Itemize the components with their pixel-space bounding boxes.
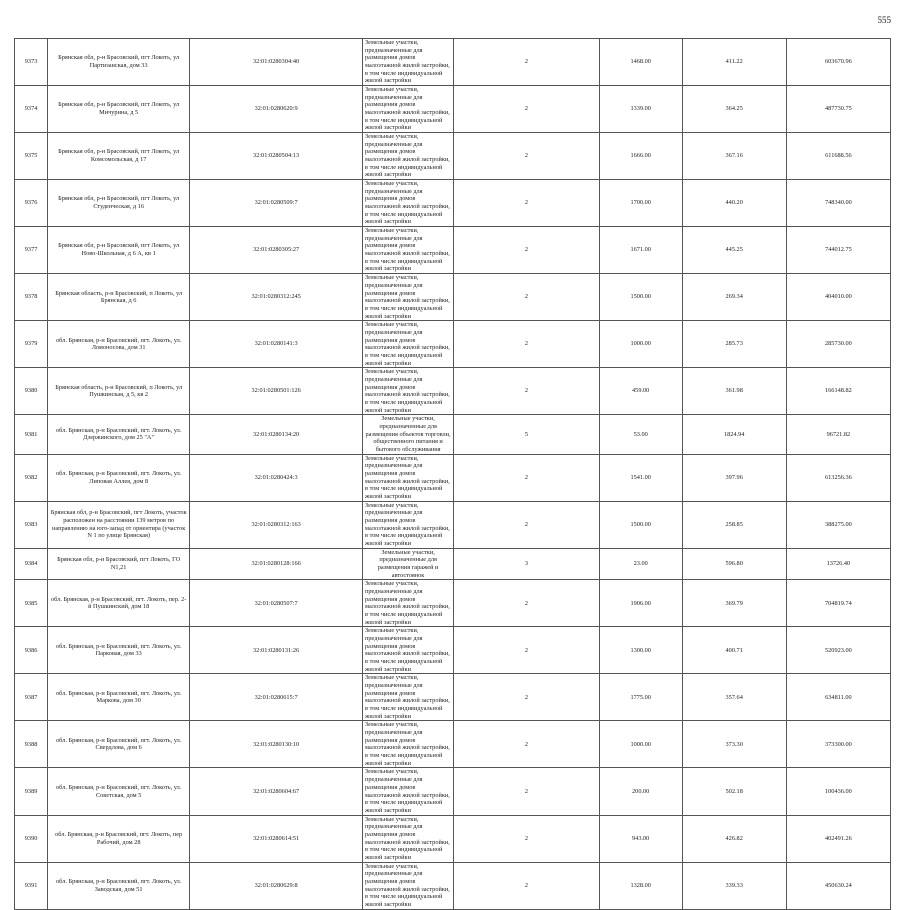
cadastral-number-cell: 32:01:0280312:245 — [190, 274, 363, 321]
area-cell: 943.00 — [599, 815, 682, 862]
specific-value-cell: 445.25 — [682, 227, 786, 274]
cadastral-value-cell: 603670.96 — [786, 39, 890, 86]
table-row — [15, 580, 891, 627]
cadastral-value-table — [14, 38, 891, 910]
use-code-cell: 2 — [454, 627, 600, 674]
cadastral-value-cell: 402491.26 — [786, 815, 890, 862]
land-use-cell: Земельные участки, предназначенные для размещения домов малоэтажной жилой застройки, в том числе индивидуальной жилой застройки — [363, 580, 454, 627]
row-number: 9375 — [15, 133, 48, 180]
use-code-cell: 5 — [454, 415, 600, 454]
cadastral-value-cell: 450630.24 — [786, 862, 890, 909]
table-row — [15, 368, 891, 415]
cadastral-number-cell: 32:01:0280130:10 — [190, 721, 363, 768]
specific-value-cell: 397.96 — [682, 454, 786, 501]
cadastral-number-cell: 32:01:0280614:51 — [190, 815, 363, 862]
use-code-cell: 2 — [454, 721, 600, 768]
specific-value-cell: 367.16 — [682, 133, 786, 180]
cadastral-number-cell: 32:01:0280604:67 — [190, 768, 363, 815]
land-use-cell: Земельные участки, предназначенные для размещения домов малоэтажной жилой застройки, в том числе индивидуальной жилой застройки — [363, 501, 454, 548]
cadastral-number-cell: 32:01:0280134:20 — [190, 415, 363, 454]
area-cell: 1700.00 — [599, 180, 682, 227]
cadastral-value-cell: 704819.74 — [786, 580, 890, 627]
row-number: 9373 — [15, 39, 48, 86]
use-code-cell: 2 — [454, 86, 600, 133]
row-number: 9376 — [15, 180, 48, 227]
area-cell: 1000.00 — [599, 721, 682, 768]
land-use-cell: Земельные участки, предназначенные для размещения домов малоэтажной жилой застройки, в том числе индивидуальной жилой застройки — [363, 768, 454, 815]
row-number: 9378 — [15, 274, 48, 321]
address-cell: Брянская обл, р-н Брасовский, пгт Локоть, ул Мичурина, д 5 — [48, 86, 190, 133]
row-number: 9379 — [15, 321, 48, 368]
address-cell: Брянская обл, р-н Брасовский, пгт Локоть, участок расположен на расстоянии 139 метров по направлению на юго-запад от ориентира (участок N 1 по улице Брянская) — [48, 501, 190, 548]
cadastral-number-cell: 32:01:0280424:3 — [190, 454, 363, 501]
table-row — [15, 768, 891, 815]
table-row — [15, 454, 891, 501]
use-code-cell: 2 — [454, 815, 600, 862]
address-cell: обл. Брянская, р-н Брасовский, пгт. Локоть, ул. Заводская, дом 51 — [48, 862, 190, 909]
cadastral-value-cell: 96721.82 — [786, 415, 890, 454]
address-cell: обл. Брянская, р-н Брасовский, пгт. Локоть, ул. Свердлова, дом 6 — [48, 721, 190, 768]
use-code-cell: 2 — [454, 768, 600, 815]
area-cell: 1000.00 — [599, 321, 682, 368]
table-row — [15, 39, 891, 86]
table-row — [15, 862, 891, 909]
use-code-cell: 3 — [454, 548, 600, 580]
land-use-cell: Земельные участки, предназначенные для размещения домов малоэтажной жилой застройки, в том числе индивидуальной жилой застройки — [363, 39, 454, 86]
address-cell: обл. Брянская, р-н Брасовский, пгт. Локоть, ул. Советская, дом 5 — [48, 768, 190, 815]
table-row — [15, 180, 891, 227]
land-use-cell: Земельные участки, предназначенные для размещения домов малоэтажной жилой застройки, в том числе индивидуальной жилой застройки — [363, 321, 454, 368]
use-code-cell: 2 — [454, 180, 600, 227]
area-cell: 1500.00 — [599, 501, 682, 548]
area-cell: 1328.00 — [599, 862, 682, 909]
land-use-cell: Земельные участки, предназначенные для размещения домов малоэтажной жилой застройки, в том числе индивидуальной жилой застройки — [363, 227, 454, 274]
cadastral-number-cell: 32:01:0280620:9 — [190, 86, 363, 133]
table-row — [15, 86, 891, 133]
area-cell: 1775.00 — [599, 674, 682, 721]
land-use-cell: Земельные участки, предназначенные для размещения домов малоэтажной жилой застройки, в том числе индивидуальной жилой застройки — [363, 86, 454, 133]
area-cell: 1339.00 — [599, 86, 682, 133]
land-use-cell: Земельные участки, предназначенные для размещения домов малоэтажной жилой застройки, в том числе индивидуальной жилой застройки — [363, 721, 454, 768]
land-use-cell: Земельные участки, предназначенные для размещения домов малоэтажной жилой застройки, в том числе индивидуальной жилой застройки — [363, 180, 454, 227]
specific-value-cell: 364.25 — [682, 86, 786, 133]
address-cell: обл. Брянская, р-н Брасовский, пгт. Локоть, ул. Липовая Аллея, дом 8 — [48, 454, 190, 501]
table-row — [15, 415, 891, 454]
area-cell: 200.00 — [599, 768, 682, 815]
cadastral-value-cell: 611688.56 — [786, 133, 890, 180]
specific-value-cell: 440.20 — [682, 180, 786, 227]
use-code-cell: 2 — [454, 39, 600, 86]
table-row — [15, 321, 891, 368]
row-number: 9390 — [15, 815, 48, 862]
cadastral-number-cell: 32:01:0280305:27 — [190, 227, 363, 274]
cadastral-number-cell: 32:01:0280629:8 — [190, 862, 363, 909]
table-body — [15, 39, 891, 910]
cadastral-number-cell: 32:01:0280131:26 — [190, 627, 363, 674]
specific-value-cell: 400.71 — [682, 627, 786, 674]
area-cell: 459.00 — [599, 368, 682, 415]
area-cell: 1666.00 — [599, 133, 682, 180]
specific-value-cell: 369.79 — [682, 580, 786, 627]
land-use-cell: Земельные участки, предназначенные для размещения домов малоэтажной жилой застройки, в том числе индивидуальной жилой застройки — [363, 274, 454, 321]
area-cell: 1906.00 — [599, 580, 682, 627]
address-cell: обл. Брянская, р-н Брасовский, пгт. Локоть, пер. 2-й Пушкинский, дом 18 — [48, 580, 190, 627]
area-cell: 1500.00 — [599, 274, 682, 321]
cadastral-number-cell: 32:01:0280504:13 — [190, 133, 363, 180]
use-code-cell: 2 — [454, 368, 600, 415]
cadastral-value-cell: 520923.00 — [786, 627, 890, 674]
specific-value-cell: 502.18 — [682, 768, 786, 815]
cadastral-value-cell: 285730.00 — [786, 321, 890, 368]
use-code-cell: 2 — [454, 674, 600, 721]
address-cell: Брянская обл, р-н Брасовский, пгт Локоть, ул Партизанская, дом 33 — [48, 39, 190, 86]
specific-value-cell: 373.30 — [682, 721, 786, 768]
specific-value-cell: 357.64 — [682, 674, 786, 721]
address-cell: Брянская обл, р-н Брасовский, пгт Локоть, ул Ново-Школьная, д 6 А, кв 1 — [48, 227, 190, 274]
address-cell: Брянская обл, р-н Брасовский, пгт Локоть, ул Комсомольская, д 17 — [48, 133, 190, 180]
row-number: 9384 — [15, 548, 48, 580]
address-cell: обл. Брянская, р-н Брасовский, пгт. Локоть, ул. Ломоносова, дом 31 — [48, 321, 190, 368]
row-number: 9389 — [15, 768, 48, 815]
table-row — [15, 721, 891, 768]
area-cell: 1671.00 — [599, 227, 682, 274]
row-number: 9383 — [15, 501, 48, 548]
land-use-cell: Земельные участки, предназначенные для размещения домов малоэтажной жилой застройки, в том числе индивидуальной жилой застройки — [363, 815, 454, 862]
use-code-cell: 2 — [454, 501, 600, 548]
land-use-cell: Земельные участки, предназначенные для размещения домов малоэтажной жилой застройки, в том числе индивидуальной жилой застройки — [363, 133, 454, 180]
row-number: 9388 — [15, 721, 48, 768]
table-row — [15, 133, 891, 180]
use-code-cell: 2 — [454, 133, 600, 180]
cadastral-value-cell: 634811.00 — [786, 674, 890, 721]
cadastral-number-cell: 32:01:0280141:3 — [190, 321, 363, 368]
cadastral-value-cell: 744012.75 — [786, 227, 890, 274]
cadastral-number-cell: 32:01:0280509:7 — [190, 180, 363, 227]
cadastral-value-cell: 13726.40 — [786, 548, 890, 580]
specific-value-cell: 269.34 — [682, 274, 786, 321]
address-cell: Брянская обл, р-н Брасовский, пгт Локоть, ГО N1,21 — [48, 548, 190, 580]
specific-value-cell: 1824.94 — [682, 415, 786, 454]
cadastral-number-cell: 32:01:0280312:163 — [190, 501, 363, 548]
use-code-cell: 2 — [454, 862, 600, 909]
row-number: 9391 — [15, 862, 48, 909]
cadastral-value-cell: 404010.00 — [786, 274, 890, 321]
table-row — [15, 501, 891, 548]
address-cell: обл. Брянская, р-н Брасовский, пгт. Локоть, ул. Маркова, дом 30 — [48, 674, 190, 721]
address-cell: Брянская область, р-н Брасовский, п Локоть, ул Брянская, д 6 — [48, 274, 190, 321]
area-cell: 1300.00 — [599, 627, 682, 674]
land-use-cell: Земельные участки, предназначенные для размещения домов малоэтажной жилой застройки, в том числе индивидуальной жилой застройки — [363, 368, 454, 415]
cadastral-number-cell: 32:01:0280128:166 — [190, 548, 363, 580]
address-cell: обл. Брянская, р-н Брасовский, пгт. Локоть, ул. Парковая, дом 33 — [48, 627, 190, 674]
specific-value-cell: 258.85 — [682, 501, 786, 548]
address-cell: обл. Брянская, р-н Брасовский, пгт. Локоть, пер Рабочий, дом 28 — [48, 815, 190, 862]
cadastral-value-cell: 373300.00 — [786, 721, 890, 768]
cadastral-value-cell: 100436.00 — [786, 768, 890, 815]
land-use-cell: Земельные участки, предназначенные для размещения гаражей и автостоянок — [363, 548, 454, 580]
cadastral-value-cell: 487730.75 — [786, 86, 890, 133]
specific-value-cell: 426.82 — [682, 815, 786, 862]
row-number: 9380 — [15, 368, 48, 415]
table-row — [15, 627, 891, 674]
address-cell: Брянская обл, р-н Брасовский, пгт Локоть, ул Студенческая, д 16 — [48, 180, 190, 227]
area-cell: 1468.00 — [599, 39, 682, 86]
address-cell: обл. Брянская, р-н Брасовский, пгт. Локоть, ул. Дзержинского, дом 25 "А" — [48, 415, 190, 454]
specific-value-cell: 285.73 — [682, 321, 786, 368]
use-code-cell: 2 — [454, 274, 600, 321]
land-use-cell: Земельные участки, предназначенные для размещения домов малоэтажной жилой застройки, в том числе индивидуальной жилой застройки — [363, 674, 454, 721]
table-row — [15, 227, 891, 274]
cadastral-value-cell: 613256.36 — [786, 454, 890, 501]
use-code-cell: 2 — [454, 321, 600, 368]
table-row — [15, 815, 891, 862]
specific-value-cell: 411.22 — [682, 39, 786, 86]
row-number: 9386 — [15, 627, 48, 674]
cadastral-value-cell: 388275.00 — [786, 501, 890, 548]
land-use-cell: Земельные участки, предназначенные для размещения объектов торговли, общественного питания и бытового обслуживания — [363, 415, 454, 454]
table-row — [15, 674, 891, 721]
area-cell: 23.00 — [599, 548, 682, 580]
use-code-cell: 2 — [454, 580, 600, 627]
area-cell: 1541.00 — [599, 454, 682, 501]
cadastral-value-cell: 166148.82 — [786, 368, 890, 415]
page-number: 555 — [877, 15, 891, 25]
land-use-cell: Земельные участки, предназначенные для размещения домов малоэтажной жилой застройки, в том числе индивидуальной жилой застройки — [363, 454, 454, 501]
row-number: 9377 — [15, 227, 48, 274]
specific-value-cell: 339.33 — [682, 862, 786, 909]
row-number: 9385 — [15, 580, 48, 627]
row-number: 9387 — [15, 674, 48, 721]
row-number: 9382 — [15, 454, 48, 501]
specific-value-cell: 596.80 — [682, 548, 786, 580]
use-code-cell: 2 — [454, 454, 600, 501]
row-number: 9374 — [15, 86, 48, 133]
land-use-cell: Земельные участки, предназначенные для размещения домов малоэтажной жилой застройки, в том числе индивидуальной жилой застройки — [363, 862, 454, 909]
area-cell: 53.00 — [599, 415, 682, 454]
cadastral-value-cell: 748340.00 — [786, 180, 890, 227]
cadastral-number-cell: 32:01:0280507:7 — [190, 580, 363, 627]
cadastral-number-cell: 32:01:0280304:40 — [190, 39, 363, 86]
cadastral-number-cell: 32:01:0280501:126 — [190, 368, 363, 415]
address-cell: Брянская область, р-н Брасовский, п Локоть, ул Пушкинская, д 5, кв 2 — [48, 368, 190, 415]
land-use-cell: Земельные участки, предназначенные для размещения домов малоэтажной жилой застройки, в том числе индивидуальной жилой застройки — [363, 627, 454, 674]
specific-value-cell: 361.98 — [682, 368, 786, 415]
cadastral-number-cell: 32:01:0280615:7 — [190, 674, 363, 721]
table-row — [15, 548, 891, 580]
row-number: 9381 — [15, 415, 48, 454]
use-code-cell: 2 — [454, 227, 600, 274]
table-row — [15, 274, 891, 321]
